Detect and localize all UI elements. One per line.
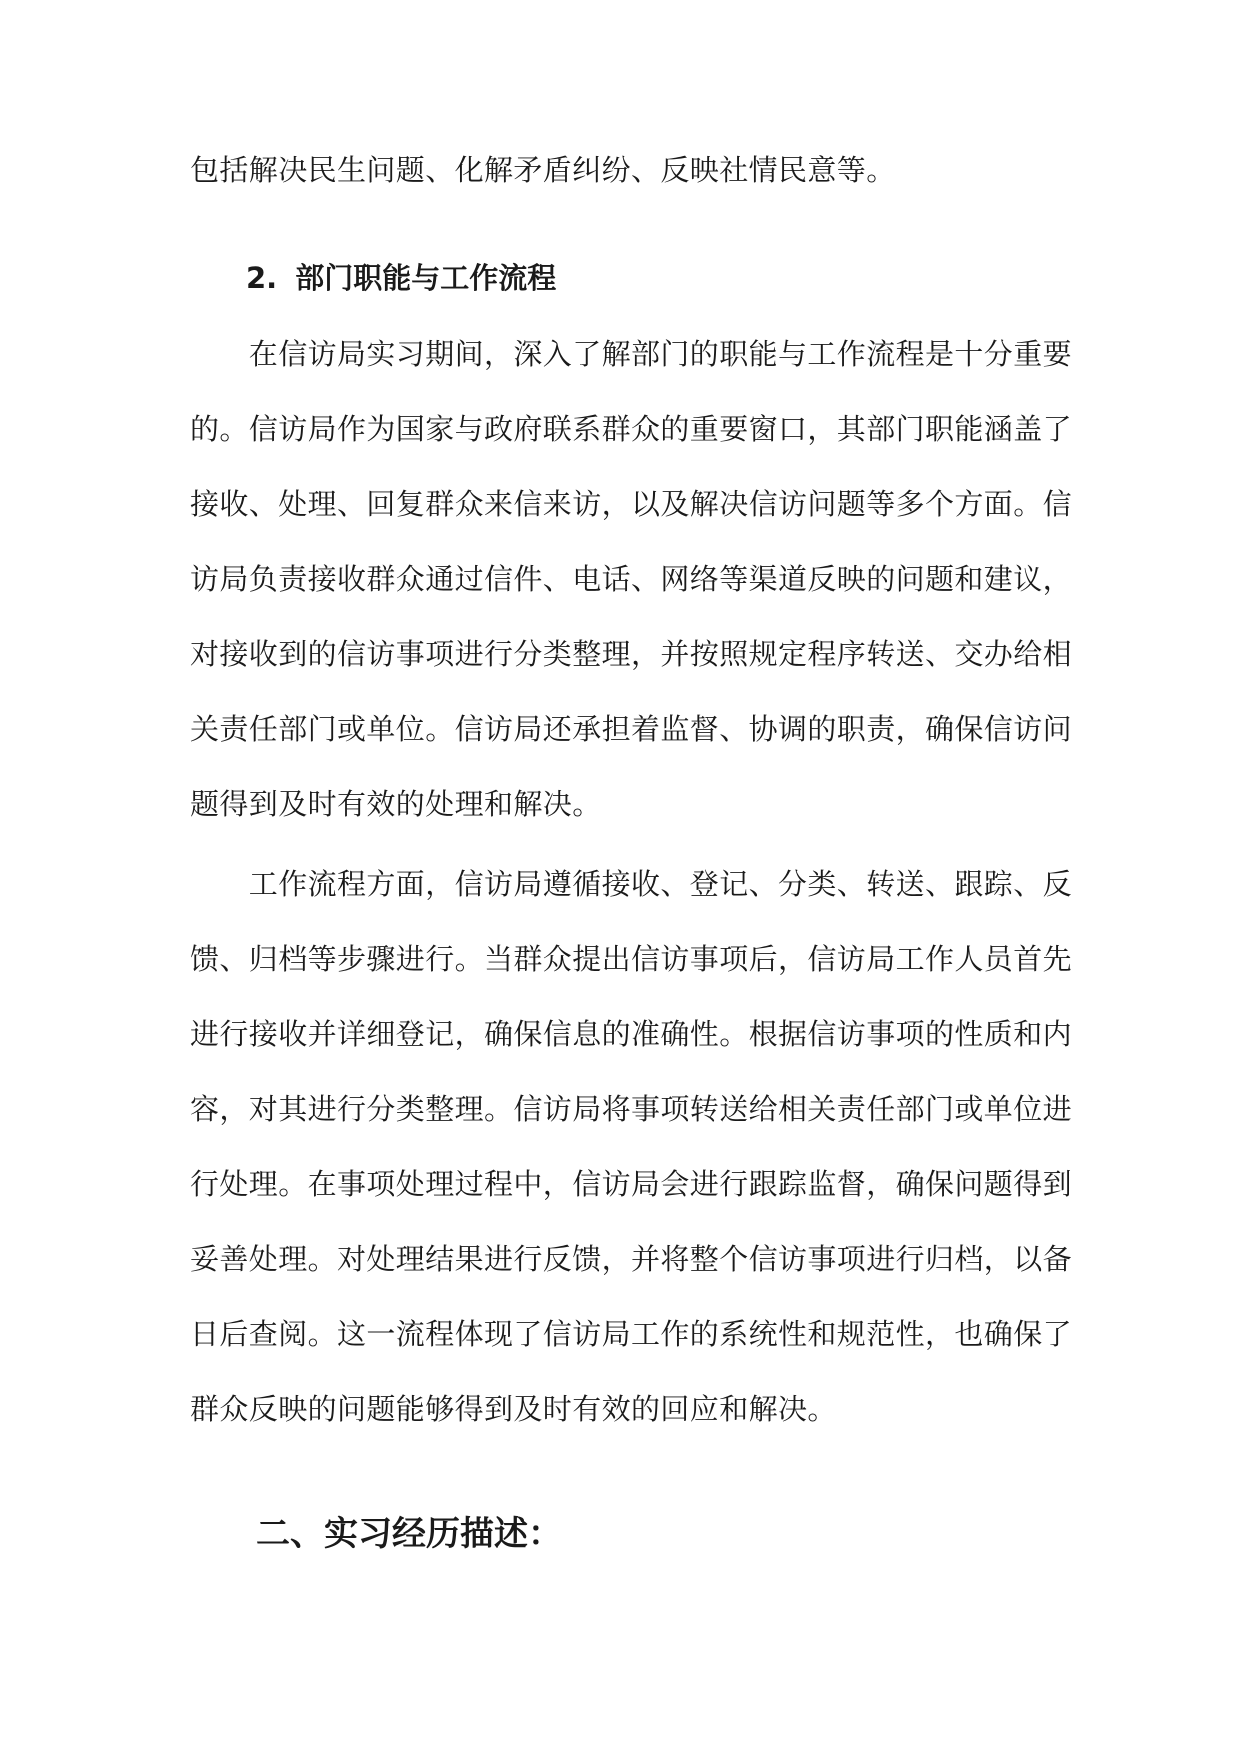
paragraph-line: 妥善处理。对处理结果进行反馈，并将整个信访事项进行归档，以备	[190, 1242, 1073, 1276]
paragraph-line: 进行接收并详细登记，确保信息的准确性。根据信访事项的性质和内	[190, 1017, 1073, 1051]
paragraph-line: 对接收到的信访事项进行分类整理，并按照规定程序转送、交办给相	[190, 637, 1073, 671]
paragraph-line: 群众反映的问题能够得到及时有效的回应和解决。	[190, 1392, 837, 1426]
paragraph-line: 接收、处理、回复群众来信来访，以及解决信访问题等多个方面。信	[190, 487, 1073, 521]
paragraph-line: 行处理。在事项处理过程中，信访局会进行跟踪监督，确保问题得到	[190, 1167, 1073, 1201]
section-main-heading: 二、实习经历描述：	[256, 1514, 562, 1554]
section-2-heading	[246, 258, 556, 298]
intro-line: 包括解决民生问题、化解矛盾纠纷、反映社情民意等。	[190, 153, 896, 187]
paragraph-line: 访局负责接收群众通过信件、电话、网络等渠道反映的问题和建议，	[190, 562, 1073, 596]
paragraph-line: 日后查阅。这一流程体现了信访局工作的系统性和规范性，也确保了	[190, 1317, 1073, 1351]
paragraph-line: 馈、归档等步骤进行。当群众提出信访事项后，信访局工作人员首先	[190, 942, 1073, 976]
paragraph-line: 工作流程方面，信访局遵循接收、登记、分类、转送、跟踪、反	[190, 867, 1073, 901]
paragraph-line: 的。信访局作为国家与政府联系群众的重要窗口，其部门职能涵盖了	[190, 412, 1073, 446]
section-2-number: 2.	[246, 261, 278, 295]
section-2-title: 部门职能与工作流程	[295, 261, 557, 295]
paragraph-line: 在信访局实习期间，深入了解部门的职能与工作流程是十分重要	[190, 337, 1073, 371]
paragraph-line: 题得到及时有效的处理和解决。	[190, 787, 602, 821]
paragraph-line: 容，对其进行分类整理。信访局将事项转送给相关责任部门或单位进	[190, 1092, 1073, 1126]
paragraph-line: 关责任部门或单位。信访局还承担着监督、协调的职责，确保信访问	[190, 712, 1073, 746]
